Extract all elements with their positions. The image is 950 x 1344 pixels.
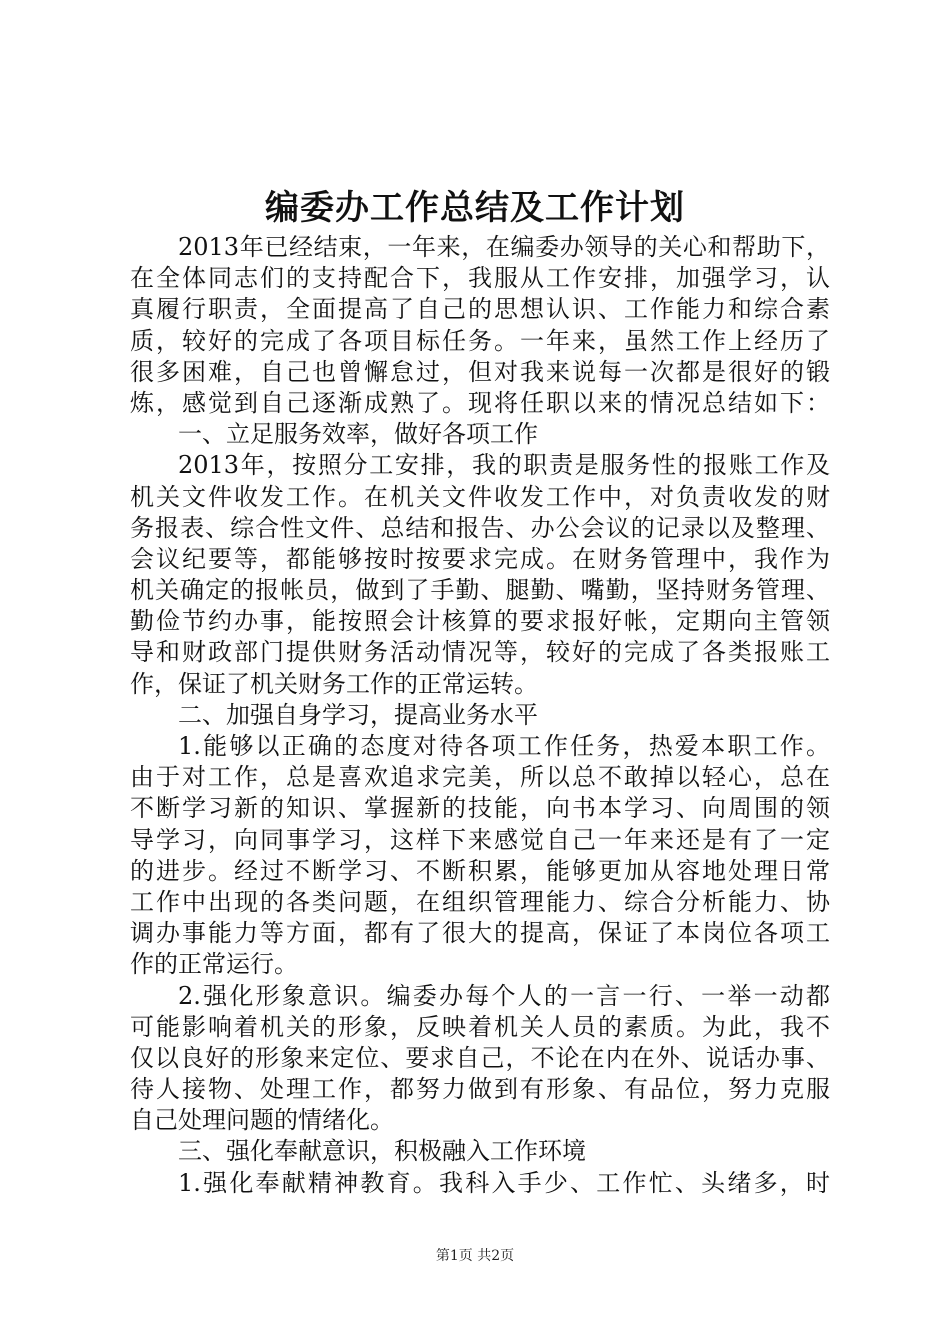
body-line: 勤俭节约办事，能按照会计核算的要求报好帐，定期向主管领: [130, 607, 830, 636]
body-line: 导和财政部门提供财务活动情况等，较好的完成了各类报账工: [130, 638, 830, 667]
body-line: 2013年，按照分工安排，我的职责是服务性的报账工作及: [178, 451, 830, 480]
body-line: 一、立足服务效率，做好各项工作: [178, 420, 538, 449]
document-title: 编委办工作总结及工作计划: [265, 188, 685, 228]
body-line: 质，较好的完成了各项目标任务。一年来，虽然工作上经历了: [130, 326, 830, 355]
body-line: 调办事能力等方面，都有了很大的提高，保证了本岗位各项工: [130, 919, 830, 948]
body-line: 作的正常运行。: [130, 950, 298, 979]
page-footer: 第1页 共2页: [435, 1248, 515, 1264]
body-line: 导学习，向同事学习，这样下来感觉自己一年来还是有了一定: [130, 825, 830, 854]
body-line: 作，保证了机关财务工作的正常运转。: [130, 669, 538, 698]
body-line: 在全体同志们的支持配合下，我服从工作安排，加强学习，认: [130, 264, 830, 293]
body-line: 1.强化奉献精神教育。我科入手少、工作忙、头绪多，时: [178, 1168, 830, 1197]
body-line: 很多困难，自己也曾懈怠过，但对我来说每一次都是很好的锻: [130, 357, 830, 386]
body-line: 不断学习新的知识、掌握新的技能，向书本学习、向周围的领: [130, 794, 830, 823]
body-line: 工作中出现的各类问题，在组织管理能力、综合分析能力、协: [130, 887, 830, 916]
body-line: 炼，感觉到自己逐渐成熟了。现将任职以来的情况总结如下：: [130, 388, 830, 417]
body-line: 会议纪要等，都能够按时按要求完成。在财务管理中，我作为: [130, 544, 830, 573]
body-line: 三、强化奉献意识，积极融入工作环境: [178, 1137, 586, 1166]
body-line: 仅以良好的形象来定位、要求自己，不论在内在外、说话办事、: [130, 1043, 830, 1072]
body-line: 务报表、综合性文件、总结和报告、办公会议的记录以及整理、: [130, 513, 830, 542]
body-line: 待人接物、处理工作，都努力做到有形象、有品位，努力克服: [130, 1075, 830, 1104]
body-line: 的进步。经过不断学习、不断积累，能够更加从容地处理日常: [130, 856, 830, 885]
body-line: 可能影响着机关的形象，反映着机关人员的素质。为此，我不: [130, 1012, 830, 1041]
body-line: 2013年已经结束，一年来，在编委办领导的关心和帮助下，: [178, 233, 830, 261]
body-line: 机关文件收发工作。在机关文件收发工作中，对负责收发的财: [130, 482, 830, 511]
body-line: 真履行职责，全面提高了自己的思想认识、工作能力和综合素: [130, 295, 830, 324]
body-line: 1.能够以正确的态度对待各项工作任务，热爱本职工作。: [178, 732, 830, 760]
body-line: 2.强化形象意识。编委办每个人的一言一行、一举一动都: [178, 981, 830, 1010]
document-body: [130, 232, 830, 1199]
body-line: 由于对工作，总是喜欢追求完美，所以总不敢掉以轻心，总在: [130, 763, 830, 792]
body-line: 自己处理问题的情绪化。: [130, 1106, 394, 1135]
body-line: 机关确定的报帐员，做到了手勤、腿勤、嘴勤，坚持财务管理、: [130, 576, 830, 605]
body-line: 二、加强自身学习，提高业务水平: [178, 700, 538, 729]
